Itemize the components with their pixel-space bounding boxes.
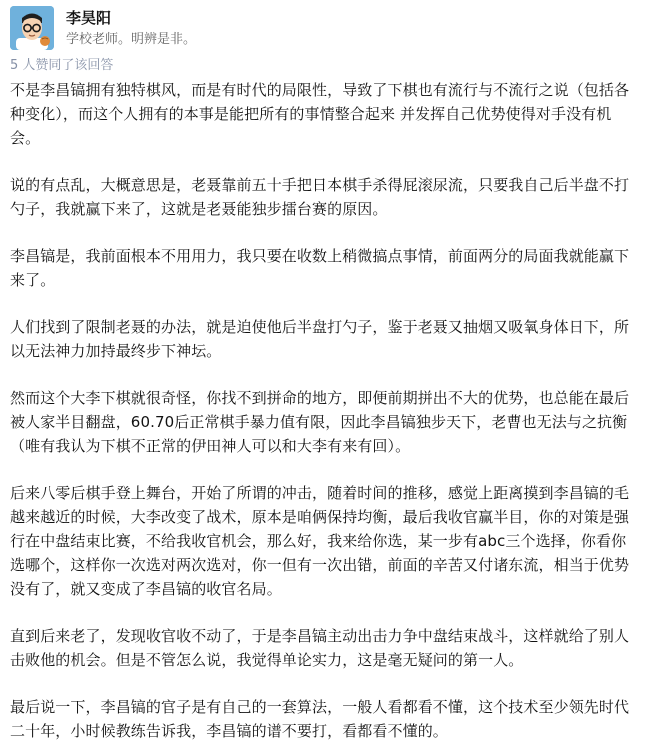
author-name[interactable]: 李昊阳 [66, 9, 112, 27]
voters-count[interactable]: 5 人赞同了该回答 [10, 58, 114, 73]
answer-paragraph: 不是李昌镐拥有独特棋风，而是有时代的局限性，导致了下棋也有流行与不流行之说（包括各种变化），而这个人拥有的本事是能把所有的事情整合起来 并发挥自己优势使得对手没有机会。 [10, 81, 630, 147]
answer-paragraph: 然而这个大李下棋就很奇怪，你找不到拼命的地方，即便前期拼出不大的优势，也总能在最后被人家半目翻盘，60.70后正常棋手暴力值有限，因此李昌镐独步天下，老曹也无法与之抗衡（唯有我认为下棋不正常的伊田神人可以和大李有来有回）。 [10, 389, 630, 455]
answer-paragraph: 说的有点乱，大概意思是，老聂靠前五十手把日本棋手杀得屁滚尿流，只要我自己后半盘不打勺子，我就赢下来了，这就是老聂能独步擂台赛的原因。 [10, 176, 630, 218]
avatar-glasses-person-icon [10, 6, 54, 50]
answer-paragraph: 人们找到了限制老聂的办法，就是迫使他后半盘打勺子，鉴于老聂又抽烟又吸氧身体日下，所以无法神力加持最终步下神坛。 [10, 318, 630, 360]
author-headline: 学校老师。明辨是非。 [66, 32, 197, 47]
answer-paragraph: 最后说一下，李昌镐的官子是有自己的一套算法，一般人看都看不懂，这个技术至少领先时代二十年，小时候教练告诉我，李昌镐的谱不要打，看都看不懂的。 [10, 698, 630, 740]
answer-paragraph: 直到后来老了，发现收官收不动了，于是李昌镐主动出击力争中盘结束战斗，这样就给了别人击败他的机会。但是不管怎么说，我觉得单论实力，这是毫无疑问的第一人。 [10, 627, 630, 669]
answer-paragraph: 后来八零后棋手登上舞台，开始了所谓的冲击，随着时间的推移，感觉上距离摸到李昌镐的毛越来越近的时候，大李改变了战术，原本是咱俩保持均衡，最后我收官赢半目，你的对策是强行在中盘结束比赛，不给我收官机会，那么好，我来给你选，某一步有abc三个选择，你看你选哪个，这样你一次选对两次选对，你一但有一次出错，前面的辛苦又付诸东流，相当于优势没有了，就又变成了李昌镐的收官名局。 [10, 484, 630, 598]
answer-paragraph: 李昌镐是，我前面根本不用用力，我只要在收数上稍微搞点事情，前面两分的局面我就能赢下来了。 [10, 247, 630, 289]
avatar[interactable] [10, 6, 54, 50]
answer-content [10, 78, 636, 743]
author-info [10, 6, 640, 50]
